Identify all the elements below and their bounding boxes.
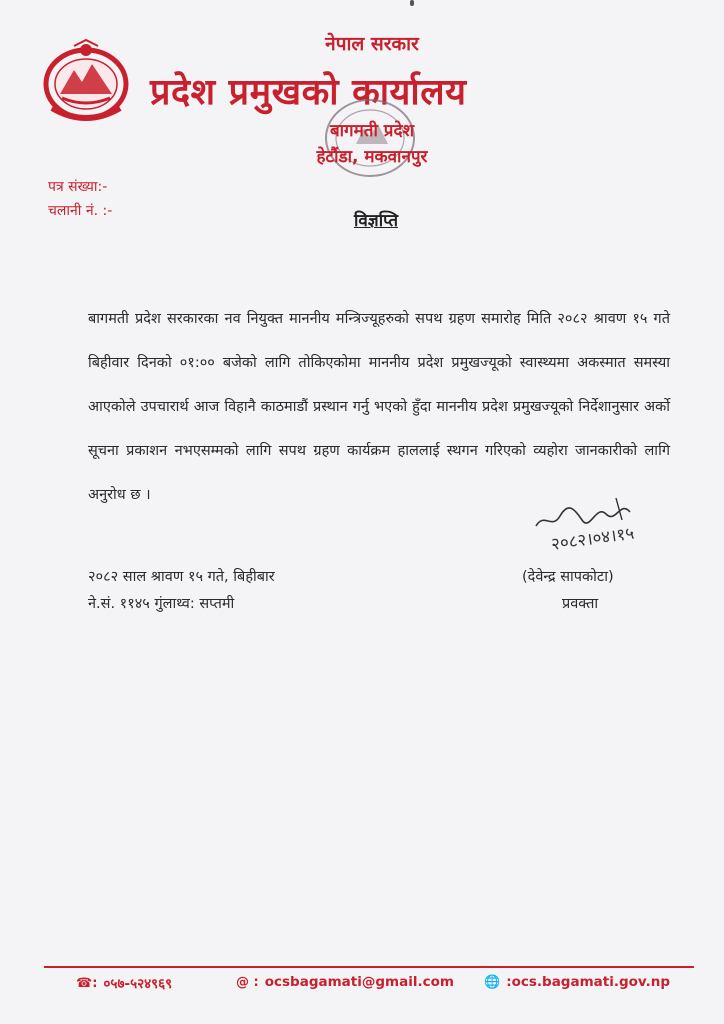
notice-body: बागमती प्रदेश सरकारका नव नियुक्त माननीय मन्त्रिज्यूहरुको सपथ ग्रहण समारोह मिति २०८२ श्रावण १५ गते बिहीवार दिनको ०१:०० बजेको लागि तोकिएकोमा माननीय प्रदेश प्रमुखज्यूको स्वास्थ्यमा अकस्मात समस्या आएकोले उपचारार्थ आज विहानै काठमाडौं प्रस्थान गर्नु भएको हुँदा माननीय प्रदेश प्रमुखज्यूको निर्देशानुसार अर्को सूचना प्रकाशन नभएसम्मको लागि सपथ ग्रहण कार्यक्रम हाललाई स्थगन गरिएको व्यहोरा जानकारीको लागि अनुरोध छ । <box>88 311 670 503</box>
government-name: नेपाल सरकार <box>325 33 419 55</box>
footer-divider <box>44 966 694 968</box>
office-location: हेटौंडा, मकवानपुर <box>316 147 428 167</box>
phone-number: ०५७-५२४९६९ <box>103 976 173 992</box>
footer-phone <box>76 974 172 992</box>
phone-icon: ☎: <box>76 975 98 991</box>
footer-email <box>236 974 454 990</box>
province-name: बागमती प्रदेश <box>329 121 415 141</box>
office-title: प्रदेश प्रमुखको कार्यालय <box>150 72 467 113</box>
at-icon: @ : <box>236 974 259 990</box>
letter-number-label: पत्र संख्या:- <box>48 179 108 195</box>
date-line: २०८२ साल श्रावण १५ गते, बिहीबार <box>88 569 275 585</box>
handwritten-signature-icon <box>530 490 680 560</box>
website-address[interactable]: :ocs.bagamati.gov.np <box>506 974 671 990</box>
email-address[interactable]: ocsbagamati@gmail.com <box>264 974 454 990</box>
footer-website <box>484 974 670 990</box>
scan-mark <box>410 0 414 6</box>
dispatch-number-label: चलानी नं. :- <box>48 203 113 219</box>
svg-text:२०८२।०४।१५: २०८२।०४।१५ <box>549 523 636 555</box>
nepal-sambat-date: ने.सं. ११४५ गुंलाथ्व: सप्तमी <box>88 596 235 612</box>
signatory-name: (देवेन्द्र सापकोटा) <box>522 569 614 585</box>
signatory-title: प्रवक्ता <box>562 596 599 612</box>
globe-icon: 🌐 <box>484 974 501 990</box>
notice-title: विज्ञप्ति <box>353 211 399 231</box>
